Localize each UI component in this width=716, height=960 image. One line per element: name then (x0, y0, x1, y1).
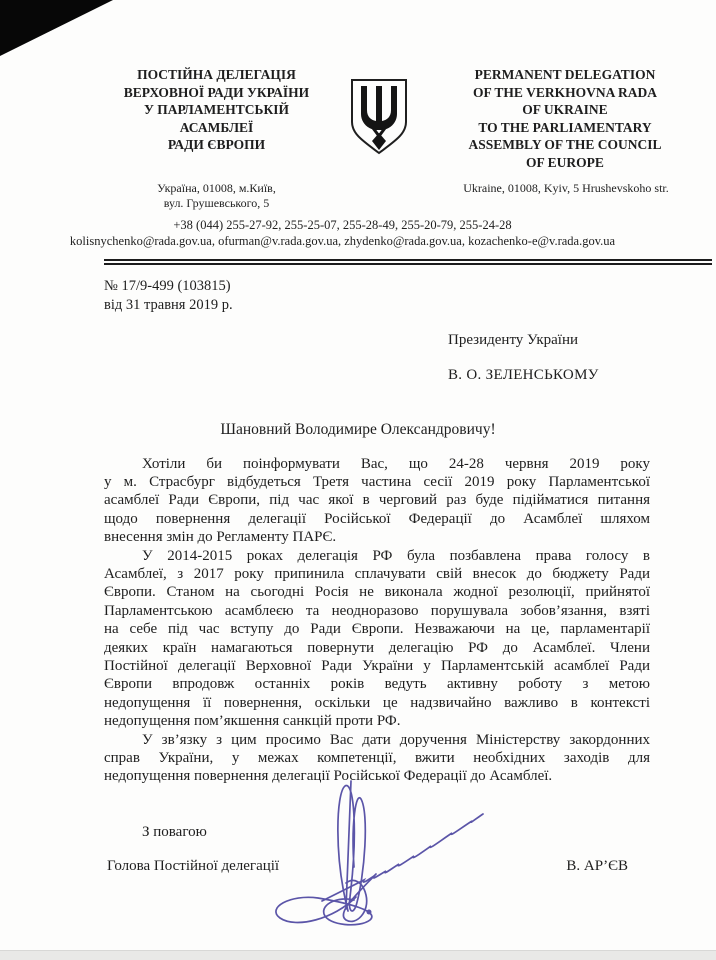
signer-position: Голова Постійної делегації (107, 857, 280, 874)
addressee-name: В. О. ЗЕЛЕНСЬКОМУ (448, 366, 599, 383)
contact-block (20, 217, 665, 250)
addressee-title: Президенту України (448, 331, 579, 348)
address-row (98, 181, 716, 211)
scan-edge-strip (0, 950, 716, 960)
delegation-title-en: PERMANENT DELEGATION OF THE VERKHOVNA RADA OF UKRAINE TO THE PARLIAMENTARY ASSEMBLY OF THE COUNCIL OF EUROPE (468, 67, 662, 170)
salutation: Шановний Володимире Олександровичу! (220, 420, 496, 438)
signer-name: В. АР’ЄВ (566, 857, 628, 874)
paragraph-3: У зв’язку з цим просимо Вас дати доручення Міністерству закордонних справ України, у межах компетенції, вжити необхідних заходів для недопущення повернення делегації Російської Федерації до Асамблеї. (104, 731, 650, 785)
email-addresses: kolisnychenko@rada.gov.ua, ofurman@v.rada.gov.ua, zhydenko@rada.gov.ua, kozachenko-e@v.rada.gov.ua (69, 234, 616, 249)
addressee-block (448, 331, 716, 385)
paragraph-1: Хотіли би поінформувати Вас, що 24-28 червня 2019 року у м. Страсбург відбудеться Третя частина сесії 2019 року Парламентської асамблеї Ради Європи, під час якої в черговий раз буде підійматися питання щодо повернення делегації Російської Федерації до Асамблеї шляхом внесення змін до Регламенту ПАРЄ. (104, 455, 650, 546)
address-uk: Україна, 01008, м.Київ, вул. Грушевського, 5 (157, 180, 276, 210)
scan-corner-fold-mark (0, 0, 113, 56)
reference-number: № 17/9-499 (103815) (104, 277, 231, 294)
letterhead-rule (104, 259, 712, 265)
paragraph-2: У 2014-2015 роках делегація РФ була позбавлена права голосу в Асамблеї, з 2017 року припинила сплачувати свій внесок до бюджету Ради Європи. Станом на сьогодні Росія не виконала жодної резолюції, прийнятої Парламентською асамблеєю та неодноразово порушувала зобов’язання, взяті на себе під час вступу до Ради Європи. Незважаючи на це, парламентарії деяких країн намагаються повернути делегацію РФ до Асамблеї. Члени Постійної делегації Верховної Ради України у Парламентській асамблеї Ради Європи впродовж останніх років ведуть активну роботу з метою недопущення її повернення, оскільки це надзвичайно важливо в контексті недопущення пом’якшення санкцій проти РФ. (104, 547, 650, 730)
letterhead (98, 0, 716, 172)
handwritten-signature (262, 779, 502, 934)
phone-numbers: +38 (044) 255-27-92, 255-25-07, 255-28-49, 255-20-79, 255-24-28 (173, 217, 512, 232)
letter-body (104, 455, 650, 786)
reference-block (104, 277, 716, 315)
closing-regards: З повагою (142, 823, 207, 840)
reference-date: від 31 травня 2019 р. (104, 296, 233, 313)
ukraine-trident-emblem-icon (349, 77, 409, 162)
address-en: Ukraine, 01008, Kyiv, 5 Hrushevskoho str. (463, 180, 669, 195)
delegation-title-uk: ПОСТІЙНА ДЕЛЕГАЦІЯ ВЕРХОВНОЇ РАДИ УКРАЇНИ У ПАРЛАМЕНТСЬКІЙ АСАМБЛЕЇ РАДИ ЄВРОПИ (123, 67, 310, 153)
